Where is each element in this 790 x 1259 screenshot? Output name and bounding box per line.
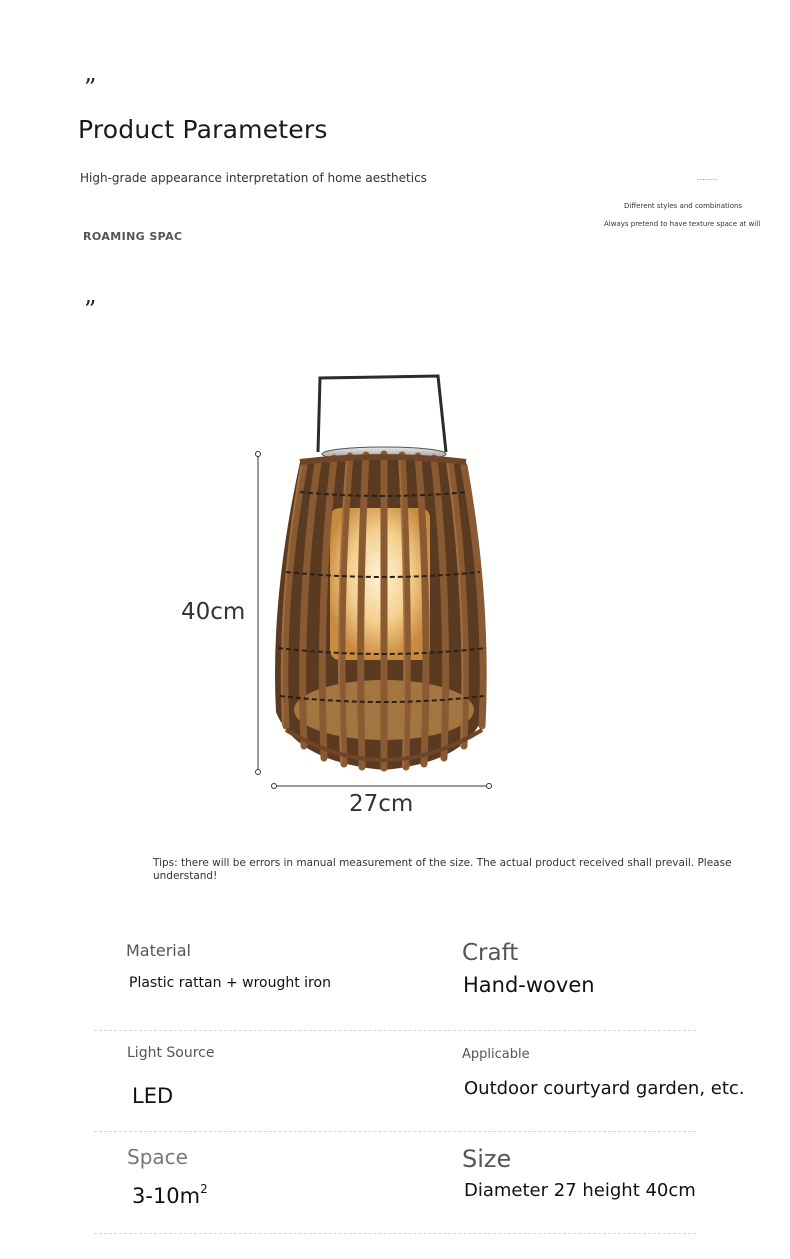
light-source-value: LED <box>132 1084 174 1108</box>
craft-label: Craft <box>462 940 519 966</box>
page-title: Product Parameters <box>78 115 328 144</box>
brand-label: ROAMING SPAC <box>83 230 183 243</box>
product-image <box>0 360 790 830</box>
tips-note: Tips: there will be errors in manual measurement of the size. The actual product received shall prevail. Please understand! <box>153 857 732 882</box>
applicable-value: Outdoor courtyard garden, etc. <box>464 1078 745 1099</box>
decorative-dots: ........ <box>697 173 718 182</box>
divider <box>94 1131 696 1132</box>
width-dimension-label: 27cm <box>349 791 414 817</box>
height-dimension-label: 40cm <box>181 599 246 625</box>
size-label: Size <box>462 1145 512 1173</box>
quote-mark-bottom: ” <box>84 296 97 324</box>
size-value: Diameter 27 height 40cm <box>464 1180 696 1201</box>
divider <box>94 1030 696 1031</box>
tagline-2: Always pretend to have texture space at will <box>604 220 761 228</box>
quote-mark-top: ” <box>84 74 97 102</box>
light-source-label: Light Source <box>127 1045 215 1061</box>
applicable-label: Applicable <box>462 1047 530 1062</box>
divider <box>94 1233 696 1234</box>
material-label: Material <box>126 941 191 960</box>
craft-value: Hand-woven <box>463 973 595 997</box>
page-subtitle: High-grade appearance interpretation of home aesthetics <box>80 171 427 185</box>
material-value: Plastic rattan + wrought iron <box>129 975 331 991</box>
space-value: $3-10m^2$ <box>132 1182 208 1208</box>
tagline-1: Different styles and combinations <box>624 202 743 210</box>
space-label: Space <box>127 1145 188 1169</box>
